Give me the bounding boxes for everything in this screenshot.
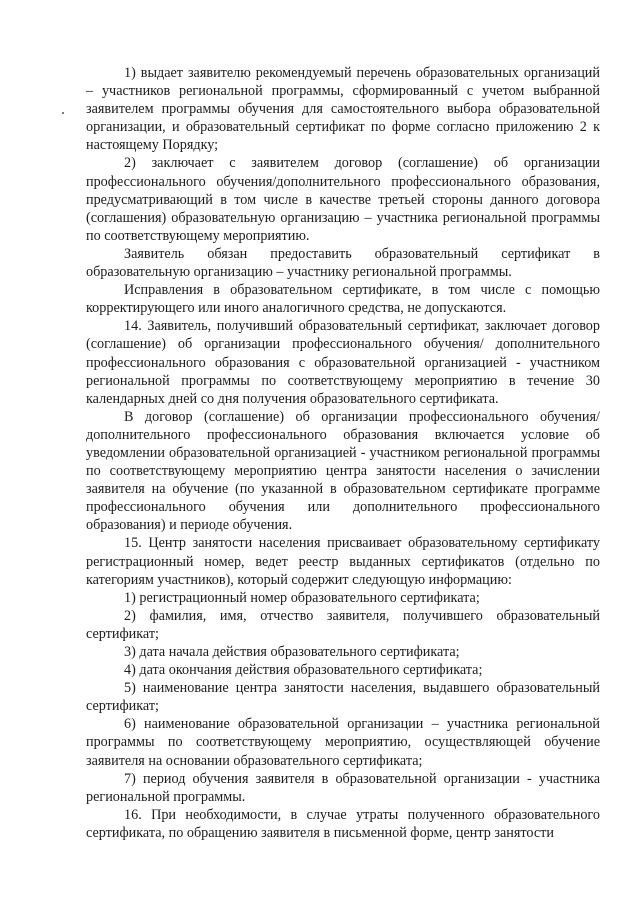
scan-speck [62,112,64,114]
paragraph-applicant-obligation: Заявитель обязан предоставить образовательный сертификат в образовательную организацию – участнику региональной программы. [86,245,600,281]
registry-item-5: 5) наименование центра занятости населения, выдавшего образовательный сертификат; [86,680,600,715]
registry-item-1: 1) регистрационный номер образовательного сертификата; [124,589,480,606]
registry-item-4: 4) дата окончания действия образовательного сертификата; [124,662,483,679]
paragraph-clause-15: 15. Центр занятости населения присваивает образовательному сертификату регистрационный номер, ведет реестр выданных сертификатов (отдельно по категориям участников), который содержит следующую информацию: [86,535,600,588]
paragraph-contract-condition: В договор (соглашение) об организации профессионального обучения/ дополнительного профессионального образования включается условие об уведомлении образовательной организацией - участником региональной программы по соответствующему мероприятию центра занятости населения о зачислении заявителя на обучение (по указанной в образовательном сертификате программе профессионального обучения или дополнительного профессионального образования) и периоде обучения. [86,408,600,534]
paragraph-clause-14: 14. Заявитель, получивший образовательный сертификат, заключает договор (соглашение) об организации профессионального обучения/ дополнительного профессионального образования с образовательной организацией - участником региональной программы по соответствующему мероприятию в течение 30 календарных дней со дня получения образовательного сертификата. [86,318,600,407]
paragraph-corrections: Исправления в образовательном сертификате, в том числе с помощью корректирующего или иного аналогичного средства, не допускаются. [86,282,600,317]
document-body [86,64,600,842]
paragraph-clause-16: 16. При необходимости, в случае утраты полученного образовательного сертификата, по обращению заявителя в письменной форме, центр занятости [86,806,600,841]
paragraph-item-1-issue-list: 1) выдает заявителю рекомендуемый перечень образовательных организаций – участников региональной программы, сформированный с учетом выбранной заявителем программы обучения для самостоятельного выбора образовательной организации, и образовательный сертификат по форме согласно приложению 2 к настоящему Порядку; [86,65,600,154]
registry-item-2: 2) фамилия, имя, отчество заявителя, получившего образовательный сертификат; [86,607,600,642]
registry-item-7: 7) период обучения заявителя в образовательной организации - участника региональной программы. [86,770,600,805]
paragraph-item-2-contract: 2) заключает с заявителем договор (соглашение) об организации профессионального обучения/дополнительного профессионального образования, предусматривающий в том числе в качестве третьей стороны данного договора (соглашения) образовательную организацию – участника региональной программы по соответствующему мероприятию. [86,155,600,244]
registry-item-6: 6) наименование образовательной организации – участника региональной программы по соответствующему мероприятию, осуществляющей обучение заявителя на основании образовательного сертификата; [86,716,600,769]
registry-item-3: 3) дата начала действия образовательного сертификата; [124,644,460,660]
